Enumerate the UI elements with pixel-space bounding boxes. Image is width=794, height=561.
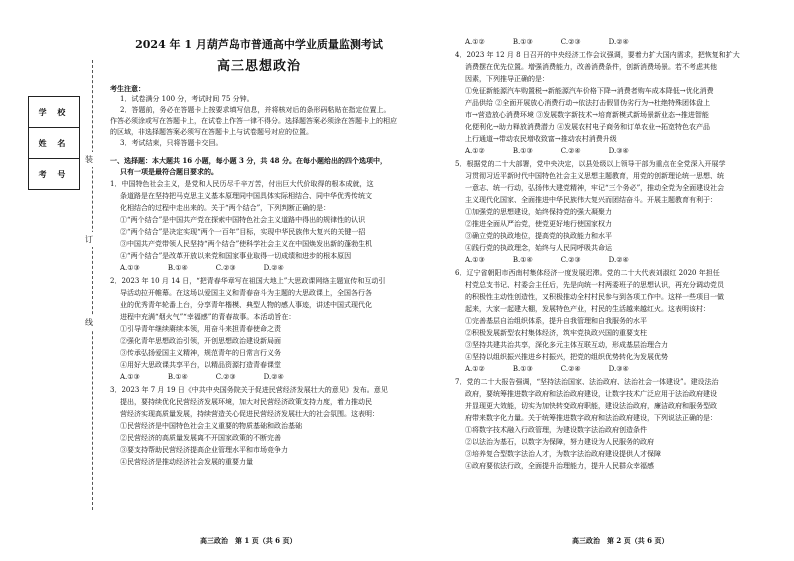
option-text: ③坚持共建共治共享，深化多元主体互联互动，形成基层治理合力 [465,341,668,349]
binding-char-zhuang: 装 [85,152,93,167]
binding-char-xian: 线 [85,315,93,330]
exam-title: 2024 年 1 月葫芦岛市普通高中学业质量监测考试 [135,38,383,51]
option-text: ②推进全面从严治党，使党更好地行使国家权力 [465,220,612,228]
option-text: ②以法治为基石，以数字为保障，努力建设为人民服务的政府 [465,438,654,446]
answer-choices: A.①③ B.①④ C.②③ D.②④ [465,256,629,264]
question-text: 1．中国特色社会主义，是党和人民历尽千辛万苦，付出巨大代价取得的根本成就，这 [110,180,374,188]
answer-choices: A.①③ B.①④ C.②③ D.②④ [120,264,284,272]
question-text: 提出，要持续优化民营经济发展环境，加大对民营经济政策支持力度，着力推动民 [120,398,372,406]
answer-choices: A.①② B.①③ C.②③ D.②④ [465,38,629,46]
option-text: ①完善基层自治组织体系，提升自我管理和自我服务的水平 [465,317,647,325]
question-text: 7．党的二十大报告强调，“坚持法治国家、法治政府、法治社会一体建设”。建设法治 [455,378,719,386]
option-text: ①免征新能源汽车购置税→新能源汽车价格下降→消费者购车成本降低→优化消费 [465,87,714,95]
question-text: 村党总支书记、村委会主任后，先是向统一村两委班子的思想认识，再充分调动党员 [465,281,724,289]
notes-line: 1．试卷满分 100 分，考试时间 75 分钟。 [120,95,254,103]
binding-line [92,60,93,510]
question-text: 政府，要统筹推进数字政府和法治政府建设，让数字技术广泛应用于法治政府建设 [465,390,717,398]
question-text: 2．2023 年 10 月 14 日，“把青春华章写在祖国大地上”大思政课网络主题宣传和互动引 [110,277,386,285]
option-text: ③要支持帮助民营经济提高企业管理水平和市场竞争力 [120,446,288,454]
question-text: 条道路是在坚持把马克思主义基本原理同中国具体实际相结合、同中华优秀传统文 [120,192,372,200]
exam-subtitle: 高三思想政治 [216,59,301,74]
option-text: ④坚持以组织振兴推进乡村振兴，把党的组织优势转化为发展优势 [465,353,668,361]
notes-heading: 考生注意： [110,84,145,93]
option-text: ④政府要依法行政，全面提升治理能力，提升人民群众幸福感 [465,462,654,470]
answer-choices: A.①② B.①③ C.②④ D.③④ [465,365,629,373]
section-heading-cont: 只有一项是最符合题目要求的。 [120,167,218,176]
notes-line: 3．考试结束，只将答题卡交回。 [120,139,223,147]
question-text: 业的优秀青年轮番上台，分享青年楷模、典型人物的感人事迹，讲述中国式现代化 [120,301,372,309]
question-text: 5．根据党的二十大部署，党中央决定，以县处级以上领导干部为重点在全党深入开展学 [455,160,726,168]
option-text: ④“两个结合”是改革开放以来党和国家事业取得一切成绩和进步的根本原因 [120,252,352,260]
school-field: 学 校 [29,97,79,128]
option-text: ②积极发展新型农村集体经济，筑牢党执政兴国的重要支柱 [465,329,647,337]
question-text: 一意志、统一行动，弘扬伟大建党精神，牢记“三个务必”，推动全党为全面建设社会 [465,184,725,192]
section-heading: 一、选择题：本大题共 16 小题，每小题 3 分，共 48 分。在每小题给出的四个选项中， [110,156,387,165]
exam-number-field: 考 号 [38,168,70,179]
notes-line: 2．答题前，务必在答题卡上按要求填写信息，并将核对后的条形码粘贴在指定位置上。 [120,106,391,114]
name-field: 姓 名 [29,128,79,159]
question-text: 3．2023 年 7 月 19 日《中共中央国务院关于促进民营经济发展壮大的意见》发布。意见 [110,386,388,394]
question-text: 营经济实现高质量发展，持续营造关心促进民营经济发展壮大的社会氛围。这表明： [120,410,379,418]
question-text: 化相结合的过程中走出来的。关于“两个结合”，下列判断正确的是： [120,204,331,212]
question-text: 进程中充满“烟火气”“幸福感”的青春故事。本活动旨在： [120,313,296,321]
question-text: 并显现更大效能，切实为加快转变政府职能，建设法治政府，廉洁政府和服务型政 [465,402,717,410]
page-footer-right: 高三政治 第 2 页（共 6 页） [572,536,669,545]
question-text: 府带来数字化力量。关于统筹推进数字政府和法治政府建设，下列说法正确的是： [465,414,717,422]
option-text: 市→营造放心消费环境 ③发展数字新技术→培育新模式新场景新业态→推进智能 [465,111,709,119]
option-text: ④民营经济是推动经济社会发展的重要力量 [120,458,253,466]
question-text: 主义现代化国家、全面推进中华民族伟大复兴而团结奋斗。开展主题教育有利于： [465,196,717,204]
option-text: ①将数字技术融入行政管理，为建设数字法治政府创造条件 [465,426,647,434]
question-text: 因素，下列推导正确的是： [465,75,549,83]
answer-choices: A.①③ B.①④ C.②③ D.②④ [120,373,284,381]
option-text: ④践行党的执政理念，始终与人民同呼吸共命运 [465,244,612,252]
question-text: 导活动拉开帷幕。在这场以爱国主义和青春奋斗为主题的大思政课上，全国各行各 [120,289,372,297]
option-text: ①加强党的思想建设，始终保持党的强大凝聚力 [465,208,612,216]
option-text: ③传承弘扬爱国主义精神，规范青年的日常言行义务 [120,349,281,357]
option-text: ③培养复合型数字法治人才，为数字法治政府建设提供人才保障 [465,450,661,458]
question-text: 6．辽宁省朝阳市西南村集体经济一度发展迟滞。党的二十大代表刘淑红 2020 年担任 [455,269,720,277]
option-text: ①民营经济是中国特色社会主义重要的物质基础和政治基础 [120,422,302,430]
option-text: ②民营经济的高质量发展离不开国家政策的不断完善 [120,434,281,442]
answer-choices: A.①② B.①③ C.②④ D.③④ [465,147,629,155]
question-text: 起来，大家一起建大棚，发展特色产业，村民的生活越来越红火。这表明该村： [465,305,710,313]
option-text: ④用好大思政课共享平台，以精品资源打造青春课堂 [120,361,281,369]
student-info-box [28,96,80,190]
option-text: 产品供给 ②全面开展放心消费行动→依法打击假冒伪劣行为→杜绝特殊团体盘上 [465,99,710,107]
notes-line: 的区域，非选择题答案必须写在答题卡上与试卷题号对应的位置。 [110,128,313,136]
option-text: ③确立党的执政地位，提高党的执政能力和水平 [465,232,612,240]
question-text: 习贯彻习近平新时代中国特色社会主义思想主题教育，用党的创新理论统一思想、统 [465,172,724,180]
question-text: 4．2023 年 12 月 8 日召开的中央经济工作会议强调，要着力扩大国内需求，把恢复和扩大 [455,51,740,59]
option-text: ③中国共产党带领人民坚持“两个结合”使科学社会主义在中国焕发出新的蓬勃生机 [120,240,373,248]
option-text: ②“两个结合”是决定实现“两个一百年”目标，实现中华民族伟大复兴的关键一招 [120,228,366,236]
option-text: 化便利化→助力释放消费潜力 ④发展农村电子商务和订单农业→拓宽特色农产品 [465,123,710,131]
option-text: ②强化青年思想政治引领，开创思想政治建设新局面 [120,337,281,345]
page-footer-left: 高三政治 第 1 页（共 6 页） [200,536,297,545]
option-text: ①“两个结合”是中国共产党在探索中国特色社会主义道路中得出的规律性的认识 [120,216,366,224]
option-text: 上行通道→带动农民增收致富→推动农村消费升级 [465,135,617,143]
question-text: 的积极性主动性创造性，又积极推动全村村民参与到各项工作中。这样一些项目一做 [465,293,724,301]
notes-line: 作答必须涂或写在答题卡上，在试卷上作答一律不得分。选择题答案必须涂在答题卡上的相应 [110,117,397,125]
option-text: ①引导青年继续赓续本领，用奋斗来担青春使命之责 [120,325,281,333]
question-text: 消费摆在优先位置。增强消费能力，改善消费条件，创新消费场景。若不考虑其他 [465,63,717,71]
binding-char-ding: 订 [85,232,93,247]
